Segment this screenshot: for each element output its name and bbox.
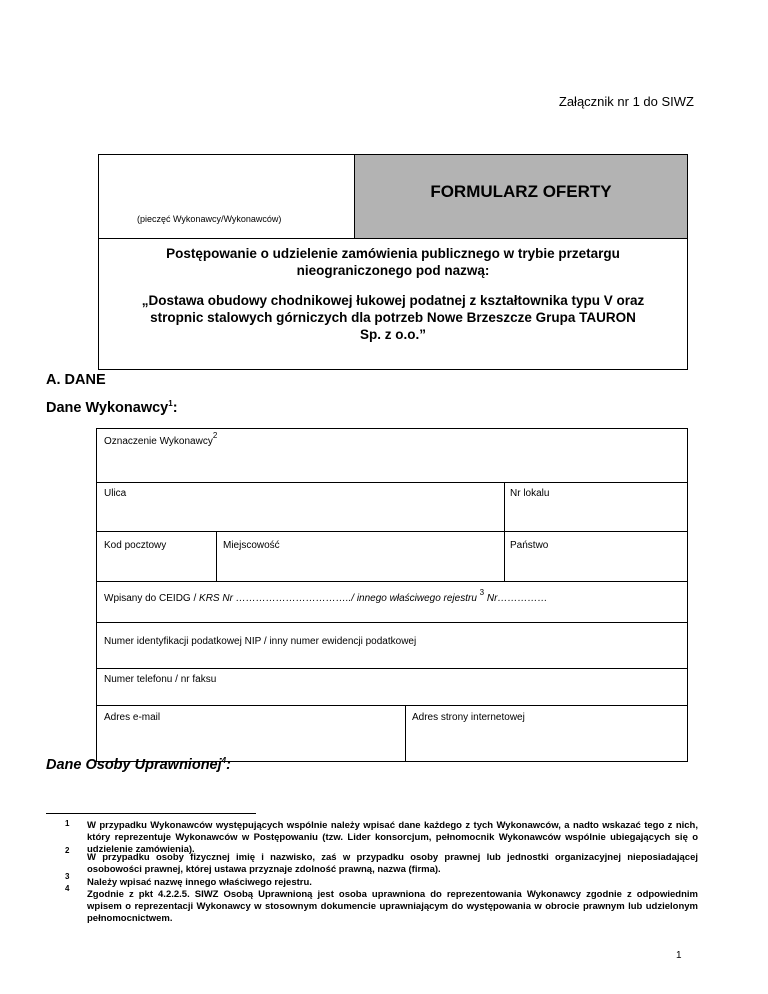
registry-text-c: Nr…………… [484, 593, 548, 604]
title-area [355, 155, 687, 239]
contractor-heading-text: Dane Wykonawcy [46, 400, 169, 416]
footnote-1-number: 1 [65, 819, 70, 828]
subject-line-2: stropnic stalowych górniczych dla potrzeb Nowe Brzeszcze Grupa TAURON [150, 310, 636, 325]
row-divider [97, 581, 687, 582]
contractor-heading [46, 400, 178, 416]
row-divider [97, 531, 687, 532]
offer-header-box [98, 154, 688, 370]
contractor-data-table [96, 428, 688, 762]
col-divider [405, 705, 406, 762]
page-number: 1 [676, 950, 682, 961]
col-divider [216, 531, 217, 581]
unit-number-field[interactable]: Nr lokalu [510, 488, 550, 499]
website-field[interactable]: Adres strony internetowej [412, 712, 525, 723]
postal-code-field[interactable]: Kod pocztowy [104, 540, 167, 551]
email-field[interactable]: Adres e-mail [104, 712, 161, 723]
registry-text-a: Wpisany do CEIDG / [104, 593, 200, 604]
row-divider [97, 482, 687, 483]
subject-line-1: „Dostawa obudowy chodnikowej łukowej podatnej z kształtownika typu V oraz [141, 293, 645, 308]
colon: : [172, 400, 178, 416]
footnote-1-text: W przypadku Wykonawców występujących wspólnie należy wpisać dane każdego z tych Wykonawców, a nadto wskazać tego z nich, który reprezentuje Wykonawców w Postępowaniu (tzw. Lider konsorcjum, pełnomocnik Wykonawców wspólnie ubiegających się o udzielenie zamówienia). [87, 820, 698, 855]
colon: : [226, 757, 231, 773]
designation-label: Oznaczenie Wykonawcy [104, 436, 213, 447]
street-field[interactable]: Ulica [104, 488, 127, 499]
footnote-2-number: 2 [65, 846, 70, 855]
row-divider [97, 668, 687, 669]
registry-field[interactable] [104, 588, 548, 604]
registry-text-b: KRS Nr ……………………………../ innego właściwego rejestru [199, 593, 480, 604]
section-a-heading: A. DANE [46, 372, 106, 388]
nip-field[interactable]: Numer identyfikacji podatkowej NIP / inny numer ewidencji podatkowej [104, 636, 417, 647]
footnote-2-text: W przypadku osoby fizycznej imię i nazwisko, zaś w przypadku osoby prawnej lub jednostki organizacyjnej nieposiadającej osobowości prawnej, której ustawa przyznaje zdolność prawną, nazwa (firma). [87, 852, 698, 875]
form-title: FORMULARZ OFERTY [430, 182, 612, 201]
phone-fax-field[interactable]: Numer telefonu / nr faksu [104, 674, 217, 685]
authorized-person-heading [46, 757, 231, 773]
footnote-ref-2: 2 [212, 431, 218, 440]
stamp-caption: (pieczęć Wykonawcy/Wykonawców) [137, 214, 282, 224]
designation-field[interactable] [104, 431, 218, 447]
row-divider [97, 622, 687, 623]
stamp-area [99, 155, 355, 239]
footnote-4-number: 4 [65, 884, 70, 893]
row-divider [97, 705, 687, 706]
footnote-ref-1: 1 [168, 399, 173, 408]
footnote-ref-3: 3 [479, 588, 485, 597]
subject-text [99, 292, 687, 343]
proceeding-line-2: nieograniczonego pod nazwą: [296, 263, 490, 278]
footnote-separator [46, 813, 256, 814]
footnote-3-number: 3 [65, 872, 70, 881]
proceeding-text [99, 245, 687, 279]
subject-line-3: Sp. z o.o.” [360, 327, 426, 342]
country-field[interactable]: Państwo [510, 540, 549, 551]
city-field[interactable]: Miejscowość [223, 540, 280, 551]
footnote-ref-4: 4 [221, 756, 227, 765]
col-divider [504, 482, 505, 581]
footnote-4-text: Zgodnie z pkt 4.2.2.5. SIWZ Osobą Uprawnioną jest osoba uprawniona do reprezentowania Wykonawcy zgodnie z odpowiednim wpisem o reprezentacji Wykonawcy w stosownym dokumencie uprawniającym do występowania w obrocie prawnym lub udzielonym pełnomocnictwem. [87, 889, 698, 924]
footnote-3-text: Należy wpisać nazwę innego właściwego rejestru. [87, 877, 312, 888]
authorized-heading-text: Dane Osoby Uprawnionej [46, 757, 222, 773]
annex-label: Załącznik nr 1 do SIWZ [558, 94, 694, 109]
proceeding-line-1: Postępowanie o udzielenie zamówienia publicznego w trybie przetargu [166, 246, 620, 261]
